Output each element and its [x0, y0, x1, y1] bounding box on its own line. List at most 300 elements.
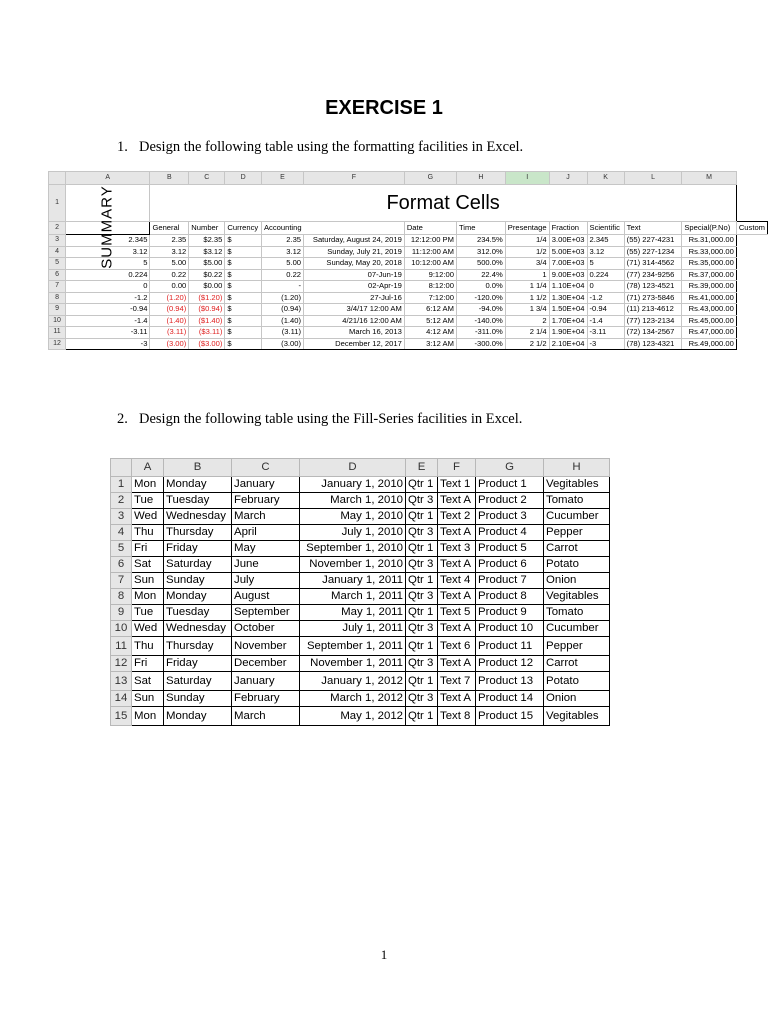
custom-cell[interactable]: Rs.45,000.00 [682, 315, 736, 327]
fraction-cell[interactable]: 1 1/4 [505, 281, 549, 293]
vegetable-cell[interactable]: Pepper [544, 637, 610, 656]
column-label[interactable]: Custom [736, 222, 767, 235]
custom-cell[interactable]: Rs.43,000.00 [682, 304, 736, 316]
day-abbrev-cell[interactable]: Thu [132, 637, 164, 656]
accounting-value-cell[interactable]: 2.35 [261, 235, 303, 247]
column-header[interactable]: F [304, 172, 405, 185]
row-number[interactable]: 7 [111, 573, 132, 589]
scientific-cell[interactable]: 1.30E+04 [549, 292, 587, 304]
custom-cell[interactable]: Rs.39,000.00 [682, 281, 736, 293]
scientific-cell[interactable]: 7.00E+03 [549, 258, 587, 270]
row-number[interactable]: 7 [49, 281, 66, 293]
quarter-cell[interactable]: Qtr 1 [406, 672, 438, 691]
text-cell[interactable]: Text A [438, 691, 476, 707]
day-abbrev-cell[interactable]: Mon [132, 477, 164, 493]
date-cell[interactable]: September 1, 2011 [300, 637, 406, 656]
row-number[interactable]: 8 [49, 292, 66, 304]
text-cell[interactable]: 0 [587, 281, 624, 293]
column-label[interactable]: Presentage [505, 222, 549, 235]
fraction-cell[interactable]: 3/4 [505, 258, 549, 270]
day-name-cell[interactable]: Monday [164, 707, 232, 726]
quarter-cell[interactable]: Qtr 3 [406, 621, 438, 637]
product-cell[interactable]: Product 5 [476, 541, 544, 557]
fraction-cell[interactable]: 1 [505, 269, 549, 281]
column-header[interactable]: F [438, 459, 476, 477]
accounting-value-cell[interactable]: 3.12 [261, 246, 303, 258]
currency-cell[interactable]: ($1.20) [189, 292, 225, 304]
general-cell[interactable]: -3 [66, 338, 150, 350]
accounting-symbol-cell[interactable]: $ [225, 235, 262, 247]
text-cell[interactable]: Text 1 [438, 477, 476, 493]
date-cell[interactable]: December 12, 2017 [304, 338, 405, 350]
general-cell[interactable]: 3.12 [66, 246, 150, 258]
accounting-value-cell[interactable]: (1.40) [261, 315, 303, 327]
number-cell[interactable]: (0.94) [150, 304, 189, 316]
column-label[interactable]: Scientific [587, 222, 624, 235]
special-cell[interactable]: (78) 123-4521 [624, 281, 682, 293]
date-cell[interactable]: May 1, 2010 [300, 509, 406, 525]
text-cell[interactable]: 2.345 [587, 235, 624, 247]
column-header[interactable]: M [682, 172, 736, 185]
month-cell[interactable]: February [232, 493, 300, 509]
product-cell[interactable]: Product 2 [476, 493, 544, 509]
month-cell[interactable]: November [232, 637, 300, 656]
accounting-symbol-cell[interactable]: $ [225, 292, 262, 304]
scientific-cell[interactable]: 1.50E+04 [549, 304, 587, 316]
vegetable-cell[interactable]: Onion [544, 573, 610, 589]
column-header[interactable]: C [232, 459, 300, 477]
day-abbrev-cell[interactable]: Sat [132, 557, 164, 573]
custom-cell[interactable]: Rs.31,000.00 [682, 235, 736, 247]
row-number[interactable]: 3 [49, 235, 66, 247]
row-number[interactable]: 4 [111, 525, 132, 541]
time-cell[interactable]: 10:12:00 AM [404, 258, 456, 270]
quarter-cell[interactable]: Qtr 3 [406, 691, 438, 707]
custom-cell[interactable]: Rs.35,000.00 [682, 258, 736, 270]
percentage-cell[interactable]: -140.0% [456, 315, 505, 327]
month-cell[interactable]: January [232, 672, 300, 691]
row-number[interactable]: 6 [49, 269, 66, 281]
percentage-cell[interactable]: -300.0% [456, 338, 505, 350]
quarter-cell[interactable]: Qtr 3 [406, 589, 438, 605]
quarter-cell[interactable]: Qtr 1 [406, 707, 438, 726]
month-cell[interactable]: October [232, 621, 300, 637]
vegetable-cell[interactable]: Potato [544, 672, 610, 691]
row-number[interactable]: 4 [49, 246, 66, 258]
number-cell[interactable]: (3.00) [150, 338, 189, 350]
date-cell[interactable]: March 16, 2013 [304, 327, 405, 339]
custom-cell[interactable]: Rs.47,000.00 [682, 327, 736, 339]
column-label[interactable]: Accounting [261, 222, 404, 235]
percentage-cell[interactable]: 312.0% [456, 246, 505, 258]
date-cell[interactable]: Sunday, July 21, 2019 [304, 246, 405, 258]
accounting-value-cell[interactable]: (1.20) [261, 292, 303, 304]
text-cell[interactable]: -1.2 [587, 292, 624, 304]
row-number[interactable]: 14 [111, 691, 132, 707]
date-cell[interactable]: Saturday, August 24, 2019 [304, 235, 405, 247]
time-cell[interactable]: 7:12:00 [404, 292, 456, 304]
column-label[interactable]: Fraction [549, 222, 587, 235]
date-cell[interactable]: January 1, 2010 [300, 477, 406, 493]
time-cell[interactable]: 8:12:00 [404, 281, 456, 293]
special-cell[interactable]: (11) 213-4612 [624, 304, 682, 316]
row-number[interactable]: 1 [111, 477, 132, 493]
scientific-cell[interactable]: 9.00E+03 [549, 269, 587, 281]
column-header[interactable]: A [66, 172, 150, 185]
product-cell[interactable]: Product 14 [476, 691, 544, 707]
day-abbrev-cell[interactable]: Sat [132, 672, 164, 691]
accounting-symbol-cell[interactable]: $ [225, 315, 262, 327]
row-number[interactable]: 5 [49, 258, 66, 270]
column-header[interactable]: C [189, 172, 225, 185]
quarter-cell[interactable]: Qtr 3 [406, 656, 438, 672]
text-cell[interactable]: -1.4 [587, 315, 624, 327]
number-cell[interactable]: 0.00 [150, 281, 189, 293]
number-cell[interactable]: (3.11) [150, 327, 189, 339]
vegetable-cell[interactable]: Carrot [544, 656, 610, 672]
general-cell[interactable]: -0.94 [66, 304, 150, 316]
time-cell[interactable]: 3:12 AM [404, 338, 456, 350]
row-number[interactable]: 11 [49, 327, 66, 339]
column-label[interactable]: General [150, 222, 189, 235]
row-number[interactable]: 13 [111, 672, 132, 691]
product-cell[interactable]: Product 8 [476, 589, 544, 605]
vegetable-cell[interactable]: Cucumber [544, 621, 610, 637]
vegetable-cell[interactable]: Carrot [544, 541, 610, 557]
day-name-cell[interactable]: Thursday [164, 525, 232, 541]
text-cell[interactable]: Text A [438, 525, 476, 541]
text-cell[interactable]: Text A [438, 557, 476, 573]
vegetable-cell[interactable]: Pepper [544, 525, 610, 541]
special-cell[interactable]: (77) 123-2134 [624, 315, 682, 327]
time-cell[interactable]: 9:12:00 [404, 269, 456, 281]
product-cell[interactable]: Product 11 [476, 637, 544, 656]
row-number[interactable]: 10 [49, 315, 66, 327]
day-abbrev-cell[interactable]: Sun [132, 691, 164, 707]
day-name-cell[interactable]: Thursday [164, 637, 232, 656]
number-cell[interactable]: 5.00 [150, 258, 189, 270]
general-cell[interactable]: 2.345 [66, 235, 150, 247]
accounting-value-cell[interactable]: (3.11) [261, 327, 303, 339]
day-name-cell[interactable]: Monday [164, 589, 232, 605]
product-cell[interactable]: Product 7 [476, 573, 544, 589]
special-cell[interactable]: (55) 227-1234 [624, 246, 682, 258]
column-label[interactable]: Number [189, 222, 225, 235]
currency-cell[interactable]: $3.12 [189, 246, 225, 258]
day-name-cell[interactable]: Monday [164, 477, 232, 493]
day-name-cell[interactable]: Friday [164, 541, 232, 557]
accounting-value-cell[interactable]: 5.00 [261, 258, 303, 270]
general-cell[interactable]: 0 [66, 281, 150, 293]
day-name-cell[interactable]: Saturday [164, 557, 232, 573]
currency-cell[interactable]: $0.00 [189, 281, 225, 293]
fraction-cell[interactable]: 1 3/4 [505, 304, 549, 316]
text-cell[interactable]: 5 [587, 258, 624, 270]
column-header[interactable]: H [544, 459, 610, 477]
general-cell[interactable]: 5 [66, 258, 150, 270]
column-label[interactable]: Currency [225, 222, 262, 235]
special-cell[interactable]: (78) 123-4321 [624, 338, 682, 350]
accounting-symbol-cell[interactable]: $ [225, 269, 262, 281]
vegetable-cell[interactable]: Tomato [544, 605, 610, 621]
day-name-cell[interactable]: Sunday [164, 573, 232, 589]
vegetable-cell[interactable]: Vegitables [544, 477, 610, 493]
text-cell[interactable]: Text A [438, 493, 476, 509]
row-number[interactable]: 5 [111, 541, 132, 557]
month-cell[interactable]: July [232, 573, 300, 589]
column-header[interactable]: H [456, 172, 505, 185]
quarter-cell[interactable]: Qtr 1 [406, 509, 438, 525]
time-cell[interactable]: 6:12 AM [404, 304, 456, 316]
vegetable-cell[interactable]: Vegitables [544, 707, 610, 726]
special-cell[interactable]: (72) 134-2567 [624, 327, 682, 339]
date-cell[interactable]: Sunday, May 20, 2018 [304, 258, 405, 270]
text-cell[interactable]: -3.11 [587, 327, 624, 339]
fraction-cell[interactable]: 2 [505, 315, 549, 327]
date-cell[interactable]: May 1, 2011 [300, 605, 406, 621]
quarter-cell[interactable]: Qtr 1 [406, 605, 438, 621]
column-header[interactable]: D [225, 172, 262, 185]
text-cell[interactable]: Text 4 [438, 573, 476, 589]
product-cell[interactable]: Product 10 [476, 621, 544, 637]
column-header[interactable]: A [132, 459, 164, 477]
row-number[interactable]: 2 [111, 493, 132, 509]
scientific-cell[interactable]: 1.70E+04 [549, 315, 587, 327]
vegetable-cell[interactable]: Cucumber [544, 509, 610, 525]
day-name-cell[interactable]: Sunday [164, 691, 232, 707]
column-header[interactable]: B [164, 459, 232, 477]
vegetable-cell[interactable]: Onion [544, 691, 610, 707]
column-header[interactable]: L [624, 172, 682, 185]
day-name-cell[interactable]: Tuesday [164, 493, 232, 509]
date-cell[interactable]: May 1, 2012 [300, 707, 406, 726]
fraction-cell[interactable]: 2 1/4 [505, 327, 549, 339]
currency-cell[interactable]: $0.22 [189, 269, 225, 281]
column-header[interactable]: J [549, 172, 587, 185]
row-number[interactable]: 10 [111, 621, 132, 637]
month-cell[interactable]: September [232, 605, 300, 621]
day-abbrev-cell[interactable]: Mon [132, 707, 164, 726]
date-cell[interactable]: November 1, 2011 [300, 656, 406, 672]
quarter-cell[interactable]: Qtr 1 [406, 477, 438, 493]
month-cell[interactable]: March [232, 707, 300, 726]
date-cell[interactable]: March 1, 2012 [300, 691, 406, 707]
general-cell[interactable]: 0.224 [66, 269, 150, 281]
percentage-cell[interactable]: -120.0% [456, 292, 505, 304]
date-cell[interactable]: 3/4/17 12:00 AM [304, 304, 405, 316]
text-cell[interactable]: Text A [438, 656, 476, 672]
general-cell[interactable]: -3.11 [66, 327, 150, 339]
quarter-cell[interactable]: Qtr 3 [406, 525, 438, 541]
product-cell[interactable]: Product 4 [476, 525, 544, 541]
currency-cell[interactable]: ($0.94) [189, 304, 225, 316]
day-abbrev-cell[interactable]: Thu [132, 525, 164, 541]
currency-cell[interactable]: ($3.11) [189, 327, 225, 339]
row-number[interactable]: 11 [111, 637, 132, 656]
product-cell[interactable]: Product 9 [476, 605, 544, 621]
date-cell[interactable]: March 1, 2011 [300, 589, 406, 605]
row-number[interactable]: 9 [111, 605, 132, 621]
column-header[interactable]: D [300, 459, 406, 477]
quarter-cell[interactable]: Qtr 1 [406, 637, 438, 656]
date-cell[interactable]: January 1, 2012 [300, 672, 406, 691]
vegetable-cell[interactable]: Vegitables [544, 589, 610, 605]
date-cell[interactable]: July 1, 2011 [300, 621, 406, 637]
column-label[interactable]: Text [624, 222, 682, 235]
date-cell[interactable]: 07-Jun-19 [304, 269, 405, 281]
column-label[interactable]: Date [404, 222, 456, 235]
accounting-value-cell[interactable]: - [261, 281, 303, 293]
percentage-cell[interactable]: 500.0% [456, 258, 505, 270]
scientific-cell[interactable]: 1.10E+04 [549, 281, 587, 293]
day-abbrev-cell[interactable]: Wed [132, 509, 164, 525]
currency-cell[interactable]: ($1.40) [189, 315, 225, 327]
row-number[interactable]: 2 [49, 222, 66, 235]
text-cell[interactable]: Text 5 [438, 605, 476, 621]
number-cell[interactable]: (1.20) [150, 292, 189, 304]
day-name-cell[interactable]: Friday [164, 656, 232, 672]
currency-cell[interactable]: ($3.00) [189, 338, 225, 350]
percentage-cell[interactable]: 234.5% [456, 235, 505, 247]
row-number[interactable]: 8 [111, 589, 132, 605]
accounting-value-cell[interactable]: 0.22 [261, 269, 303, 281]
text-cell[interactable]: 3.12 [587, 246, 624, 258]
month-cell[interactable]: January [232, 477, 300, 493]
format-cells-title[interactable]: Format Cells [150, 185, 736, 222]
currency-cell[interactable]: $5.00 [189, 258, 225, 270]
product-cell[interactable]: Product 15 [476, 707, 544, 726]
row-number[interactable]: 12 [111, 656, 132, 672]
column-label[interactable]: Time [456, 222, 505, 235]
general-cell[interactable]: -1.2 [66, 292, 150, 304]
vegetable-cell[interactable]: Potato [544, 557, 610, 573]
date-cell[interactable]: 27-Jul-16 [304, 292, 405, 304]
accounting-symbol-cell[interactable]: $ [225, 304, 262, 316]
month-cell[interactable]: March [232, 509, 300, 525]
general-cell[interactable]: -1.4 [66, 315, 150, 327]
accounting-symbol-cell[interactable]: $ [225, 327, 262, 339]
day-abbrev-cell[interactable]: Tue [132, 605, 164, 621]
percentage-cell[interactable]: -94.0% [456, 304, 505, 316]
row-number[interactable]: 3 [111, 509, 132, 525]
row-number[interactable]: 1 [49, 185, 66, 222]
day-abbrev-cell[interactable]: Tue [132, 493, 164, 509]
text-cell[interactable]: -3 [587, 338, 624, 350]
accounting-symbol-cell[interactable]: $ [225, 338, 262, 350]
accounting-symbol-cell[interactable]: $ [225, 246, 262, 258]
time-cell[interactable]: 12:12:00 PM [404, 235, 456, 247]
text-cell[interactable]: Text A [438, 589, 476, 605]
scientific-cell[interactable]: 1.90E+04 [549, 327, 587, 339]
date-cell[interactable]: July 1, 2010 [300, 525, 406, 541]
time-cell[interactable]: 11:12:00 AM [404, 246, 456, 258]
column-label[interactable]: Special(P.No) [682, 222, 736, 235]
time-cell[interactable]: 4:12 AM [404, 327, 456, 339]
row-number[interactable]: 12 [49, 338, 66, 350]
fraction-cell[interactable]: 1 1/2 [505, 292, 549, 304]
custom-cell[interactable]: Rs.49,000.00 [682, 338, 736, 350]
currency-cell[interactable]: $2.35 [189, 235, 225, 247]
special-cell[interactable]: (55) 227-4231 [624, 235, 682, 247]
product-cell[interactable]: Product 1 [476, 477, 544, 493]
product-cell[interactable]: Product 6 [476, 557, 544, 573]
date-cell[interactable]: 4/21/16 12:00 AM [304, 315, 405, 327]
accounting-symbol-cell[interactable]: $ [225, 258, 262, 270]
text-cell[interactable]: Text A [438, 621, 476, 637]
text-cell[interactable]: Text 2 [438, 509, 476, 525]
fraction-cell[interactable]: 1/4 [505, 235, 549, 247]
product-cell[interactable]: Product 13 [476, 672, 544, 691]
percentage-cell[interactable]: 22.4% [456, 269, 505, 281]
month-cell[interactable]: February [232, 691, 300, 707]
product-cell[interactable]: Product 12 [476, 656, 544, 672]
text-cell[interactable]: Text 7 [438, 672, 476, 691]
quarter-cell[interactable]: Qtr 1 [406, 573, 438, 589]
custom-cell[interactable]: Rs.37,000.00 [682, 269, 736, 281]
accounting-value-cell[interactable]: (3.00) [261, 338, 303, 350]
date-cell[interactable]: September 1, 2010 [300, 541, 406, 557]
row-number[interactable]: 15 [111, 707, 132, 726]
scientific-cell[interactable]: 5.00E+03 [549, 246, 587, 258]
select-all-corner[interactable] [111, 459, 132, 477]
date-cell[interactable]: 02-Apr-19 [304, 281, 405, 293]
column-header[interactable]: I [505, 172, 549, 185]
custom-cell[interactable]: Rs.33,000.00 [682, 246, 736, 258]
accounting-symbol-cell[interactable]: $ [225, 281, 262, 293]
day-abbrev-cell[interactable]: Fri [132, 656, 164, 672]
day-abbrev-cell[interactable]: Mon [132, 589, 164, 605]
date-cell[interactable]: March 1, 2010 [300, 493, 406, 509]
date-cell[interactable]: November 1, 2010 [300, 557, 406, 573]
month-cell[interactable]: December [232, 656, 300, 672]
day-name-cell[interactable]: Wednesday [164, 509, 232, 525]
column-header[interactable]: E [261, 172, 303, 185]
quarter-cell[interactable]: Qtr 1 [406, 541, 438, 557]
day-name-cell[interactable]: Tuesday [164, 605, 232, 621]
column-header[interactable]: B [150, 172, 189, 185]
quarter-cell[interactable]: Qtr 3 [406, 557, 438, 573]
day-abbrev-cell[interactable]: Fri [132, 541, 164, 557]
time-cell[interactable]: 5:12 AM [404, 315, 456, 327]
column-header[interactable]: G [476, 459, 544, 477]
custom-cell[interactable]: Rs.41,000.00 [682, 292, 736, 304]
fraction-cell[interactable]: 2 1/2 [505, 338, 549, 350]
month-cell[interactable]: April [232, 525, 300, 541]
day-name-cell[interactable]: Wednesday [164, 621, 232, 637]
column-header[interactable]: K [587, 172, 624, 185]
row-number[interactable]: 9 [49, 304, 66, 316]
date-cell[interactable]: January 1, 2011 [300, 573, 406, 589]
scientific-cell[interactable]: 3.00E+03 [549, 235, 587, 247]
column-header[interactable]: E [406, 459, 438, 477]
text-cell[interactable]: -0.94 [587, 304, 624, 316]
day-name-cell[interactable]: Saturday [164, 672, 232, 691]
text-cell[interactable]: Text 3 [438, 541, 476, 557]
quarter-cell[interactable]: Qtr 3 [406, 493, 438, 509]
special-cell[interactable]: (71) 273-5846 [624, 292, 682, 304]
number-cell[interactable]: 2.35 [150, 235, 189, 247]
day-abbrev-cell[interactable]: Wed [132, 621, 164, 637]
text-cell[interactable]: Text 8 [438, 707, 476, 726]
row-number[interactable]: 6 [111, 557, 132, 573]
number-cell[interactable]: 3.12 [150, 246, 189, 258]
fraction-cell[interactable]: 1/2 [505, 246, 549, 258]
number-cell[interactable]: (1.40) [150, 315, 189, 327]
vegetable-cell[interactable]: Tomato [544, 493, 610, 509]
text-cell[interactable]: 0.224 [587, 269, 624, 281]
percentage-cell[interactable]: -311.0% [456, 327, 505, 339]
text-cell[interactable]: Text 6 [438, 637, 476, 656]
